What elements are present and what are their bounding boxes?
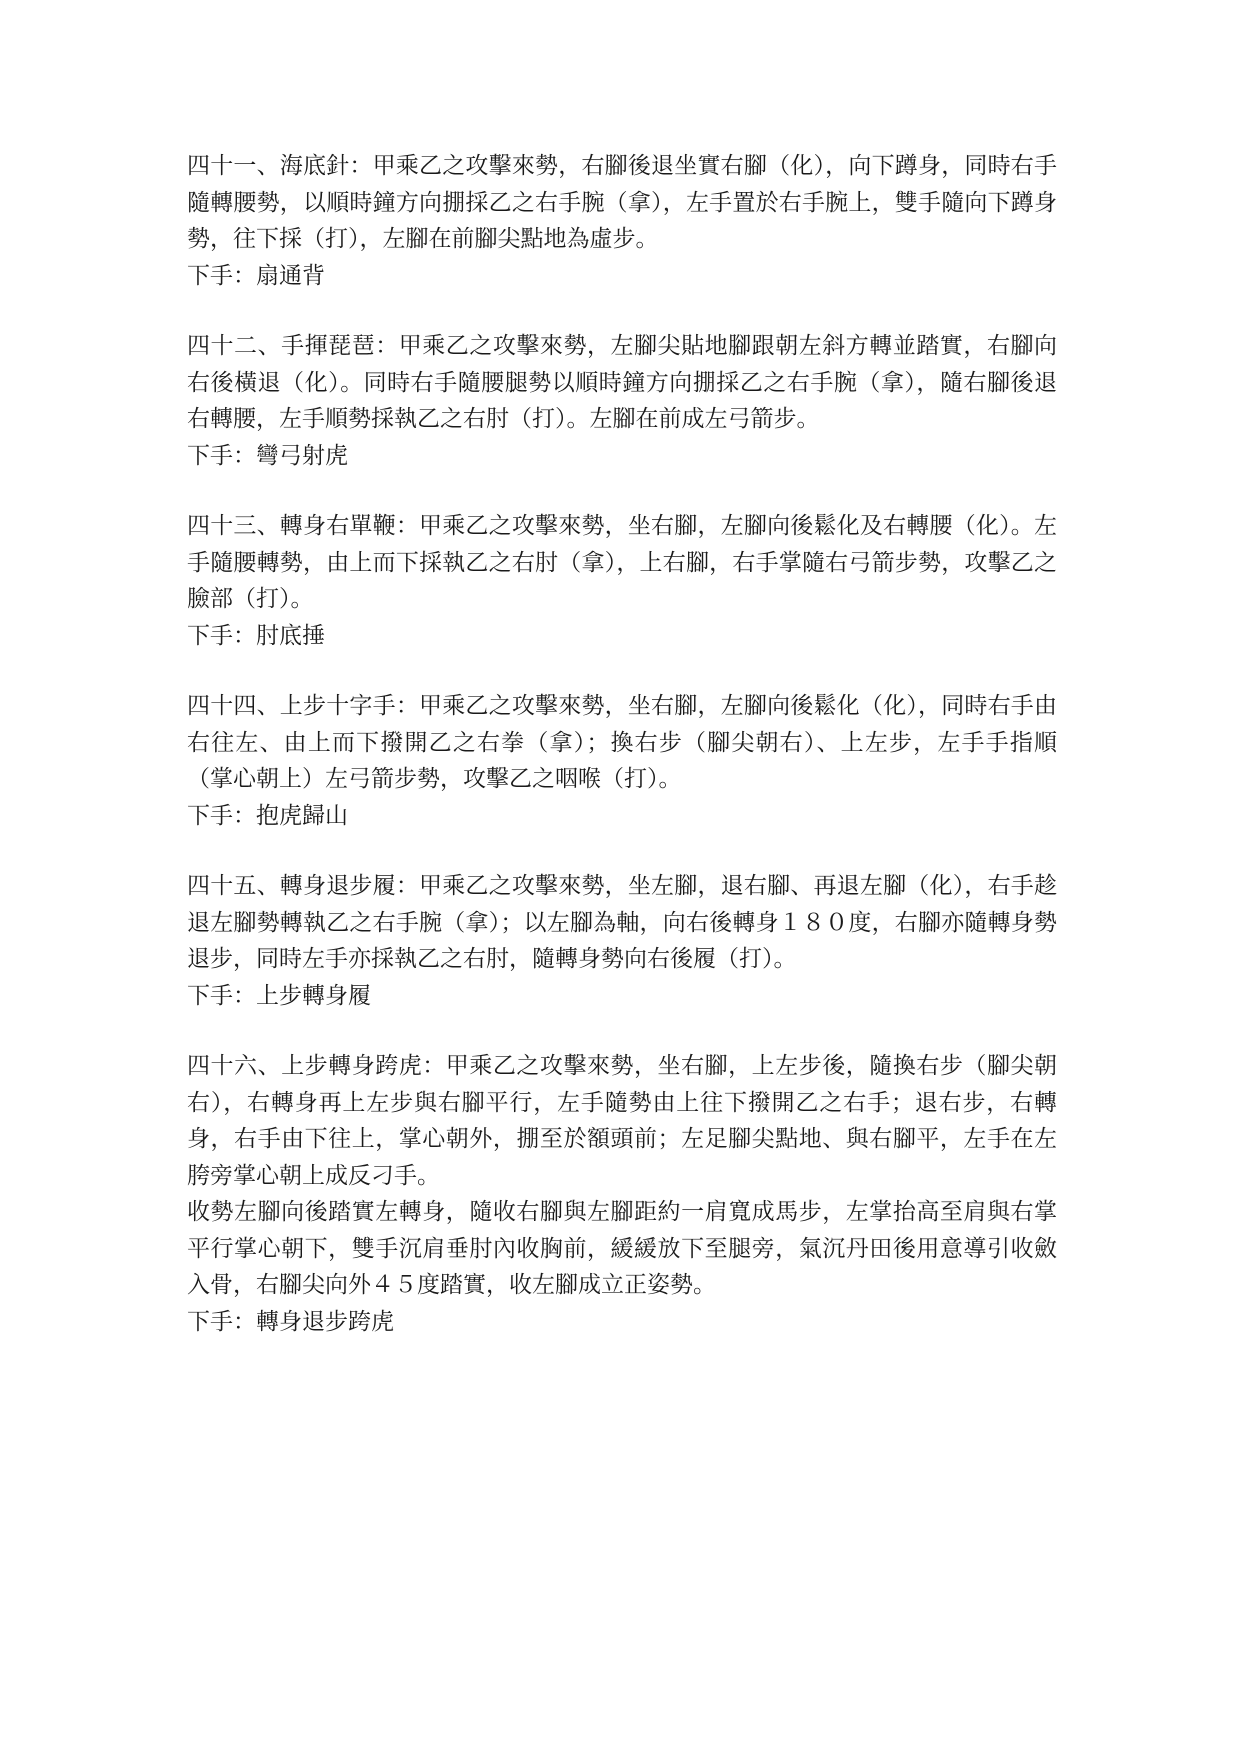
section-43 <box>187 508 1057 654</box>
next-move-label: 下手：抱虎歸山 <box>187 802 348 829</box>
next-move-label: 下手：肘底捶 <box>187 622 325 649</box>
section-paragraph: 四十二、手揮琵琶：甲乘乙之攻擊來勢，左腳尖貼地腳跟朝左斜方轉並踏實，右腳向右後橫退（化）。同時右手隨腰腿勢以順時鐘方向掤採乙之右手腕（拿），隨右腳後退右轉腰，左手順勢採執乙之右肘（打）。左腳在前成左弓箭步。 <box>187 333 1057 432</box>
section-45 <box>187 868 1057 1014</box>
section-paragraph: 四十五、轉身退步履：甲乘乙之攻擊來勢，坐左腳，退右腳、再退左腳（化），右手趁退左腳勢轉執乙之右手腕（拿）；以左腳為軸，向右後轉身１８０度，右腳亦隨轉身勢退步，同時左手亦採執乙之右肘，隨轉身勢向右後履（打）。 <box>187 873 1057 972</box>
document-page <box>187 148 1057 1374</box>
section-paragraph: 四十一、海底針：甲乘乙之攻擊來勢，右腳後退坐實右腳（化），向下蹲身，同時右手隨轉腰勢，以順時鐘方向掤採乙之右手腕（拿），左手置於右手腕上，雙手隨向下蹲身勢，往下採（打），左腳在前腳尖點地為虛步。 <box>187 153 1057 252</box>
next-move-label: 下手：彎弓射虎 <box>187 442 348 469</box>
closing-paragraph: 收勢左腳向後踏實左轉身，隨收右腳與左腳距約一肩寬成馬步，左掌抬高至肩與右掌平行掌心朝下，雙手沉肩垂肘內收胸前，緩緩放下至腿旁，氣沉丹田後用意導引收斂入骨，右腳尖向外４５度踏實，收左腳成立正姿勢。 <box>187 1199 1057 1298</box>
section-44 <box>187 688 1057 834</box>
next-move-label: 下手：上步轉身履 <box>187 982 371 1009</box>
next-move-label: 下手：扇通背 <box>187 262 325 289</box>
section-42 <box>187 328 1057 474</box>
section-paragraph: 四十六、上步轉身跨虎：甲乘乙之攻擊來勢，坐右腳，上左步後，隨換右步（腳尖朝右），右轉身再上左步與右腳平行，左手隨勢由上往下撥開乙之右手；退右步，右轉身，右手由下往上，掌心朝外，掤至於額頭前；左足腳尖點地、與右腳平，左手在左胯旁掌心朝上成反刁手。 <box>187 1053 1057 1189</box>
next-move-label: 下手：轉身退步跨虎 <box>187 1308 394 1335</box>
section-paragraph: 四十三、轉身右單鞭：甲乘乙之攻擊來勢，坐右腳，左腳向後鬆化及右轉腰（化）。左手隨腰轉勢，由上而下採執乙之右肘（拿），上右腳，右手掌隨右弓箭步勢，攻擊乙之臉部（打）。 <box>187 513 1057 612</box>
section-46 <box>187 1048 1057 1340</box>
section-41 <box>187 148 1057 294</box>
section-paragraph: 四十四、上步十字手：甲乘乙之攻擊來勢，坐右腳，左腳向後鬆化（化），同時右手由右往左、由上而下撥開乙之右拳（拿）；換右步（腳尖朝右）、上左步，左手手指順（掌心朝上）左弓箭步勢，攻擊乙之咽喉（打）。 <box>187 693 1057 792</box>
